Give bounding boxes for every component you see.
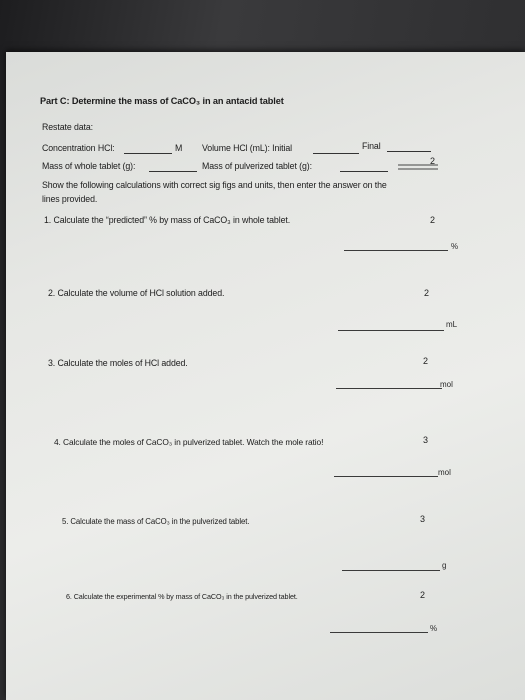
pointer-arrow-icon xyxy=(396,158,456,172)
instructions-line-2: lines provided. xyxy=(42,194,98,204)
section-title: Part C: Determine the mass of CaCO₃ in an antacid tablet xyxy=(40,96,284,106)
concentration-blank[interactable] xyxy=(124,153,172,154)
instructions-line-1: Show the following calculations with correct sig figs and units, then enter the answer on the xyxy=(42,180,387,190)
question-4-unit: mol xyxy=(438,468,451,477)
concentration-unit: M xyxy=(175,143,183,153)
mass-pulverized-blank[interactable] xyxy=(340,171,388,172)
question-5-text: 5. Calculate the mass of CaCO₃ in the pulverized tablet. xyxy=(62,517,250,526)
data-points-mark: 2 xyxy=(430,156,436,166)
question-6-unit: % xyxy=(430,624,438,633)
question-3-unit: mol xyxy=(440,380,453,389)
restate-data-label: Restate data: xyxy=(42,122,94,132)
volume-final-blank[interactable] xyxy=(387,151,431,152)
question-6-points: 2 xyxy=(420,590,426,600)
question-6-answer-line[interactable] xyxy=(330,632,428,633)
question-5-unit: g xyxy=(442,561,447,570)
question-2-points: 2 xyxy=(424,288,430,298)
mass-whole-tablet-label: Mass of whole tablet (g): xyxy=(42,161,136,171)
worksheet-page xyxy=(6,52,525,700)
volume-final-label: Final xyxy=(362,141,381,151)
question-2-text: 2. Calculate the volume of HCl solution added. xyxy=(48,288,225,298)
mass-whole-tablet-blank[interactable] xyxy=(149,171,197,172)
question-3-points: 2 xyxy=(423,356,429,366)
question-1-text: 1. Calculate the “predicted” % by mass of CaCO₃ in whole tablet. xyxy=(44,215,291,225)
volume-initial-blank[interactable] xyxy=(313,153,359,154)
question-3-text: 3. Calculate the moles of HCl added. xyxy=(48,358,188,368)
question-1-unit: % xyxy=(451,242,459,251)
question-5-answer-line[interactable] xyxy=(342,570,440,571)
question-4-text: 4. Calculate the moles of CaCO₃ in pulverized tablet. Watch the mole ratio! xyxy=(54,437,324,447)
mass-pulverized-label: Mass of pulverized tablet (g): xyxy=(202,161,312,171)
concentration-label: Concentration HCl: xyxy=(42,143,115,153)
question-5-points: 3 xyxy=(420,514,426,524)
volume-initial-label: Volume HCl (mL): Initial xyxy=(202,143,292,153)
question-4-answer-line[interactable] xyxy=(334,476,438,477)
question-2-answer-line[interactable] xyxy=(338,330,444,331)
question-1-points: 2 xyxy=(430,215,436,225)
question-1-answer-line[interactable] xyxy=(344,250,448,251)
question-3-answer-line[interactable] xyxy=(336,388,442,389)
question-2-unit: mL xyxy=(446,320,458,329)
question-4-points: 3 xyxy=(423,435,429,445)
question-6-text: 6. Calculate the experimental % by mass of CaCO₃ in the pulverized tablet. xyxy=(66,592,298,601)
